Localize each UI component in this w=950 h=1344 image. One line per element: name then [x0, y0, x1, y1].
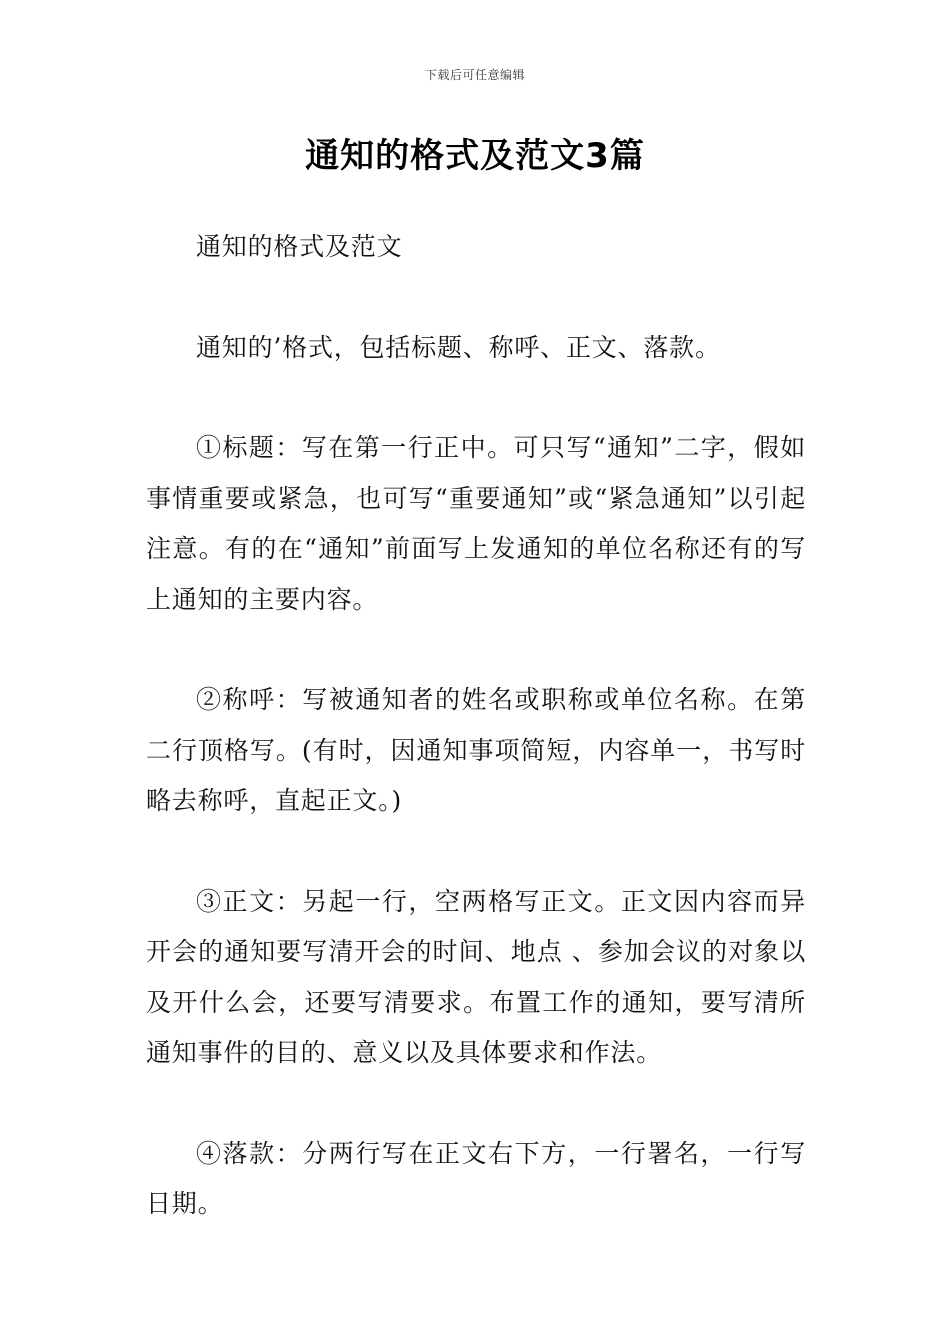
paragraph-salutation-rule: ②称呼：写被通知者的姓名或职称或单位名称。在第二行顶格写。(有时，因通知事项简短，内容单一，书写时略去称呼，直起正文。) — [146, 685, 806, 815]
paragraph-body-rule: ③正文：另起一行，空两格写正文。正文因内容而异开会的通知要写清开会的时间、地点 、参加会议的对象以及开什么会，还要写清要求。布置工作的通知，要写清所通知事件的目的、意义以及具体要求和作法。 — [146, 886, 806, 1067]
paragraph-subtitle: 通知的格式及范文 — [196, 232, 403, 261]
paragraph-signature-rule: ④落款：分两行写在正文右下方，一行署名，一行写日期。 — [146, 1138, 806, 1218]
header-note: 下载后可任意编辑 — [424, 68, 525, 82]
paragraph-format-overview: 通知的’格式，包括标题、称呼、正文、落款。 — [196, 332, 721, 362]
document-body — [146, 222, 806, 1280]
paragraph-title-rule: ①标题：写在第一行正中。可只写“通知”二字，假如事情重要或紧急，也可写“重要通知”或“紧急通知”以引起注意。有的在“通知”前面写上发通知的单位名称还有的写上通知的主要内容。 — [146, 433, 806, 614]
document-title: 通知的格式及范文3篇 — [305, 136, 645, 176]
